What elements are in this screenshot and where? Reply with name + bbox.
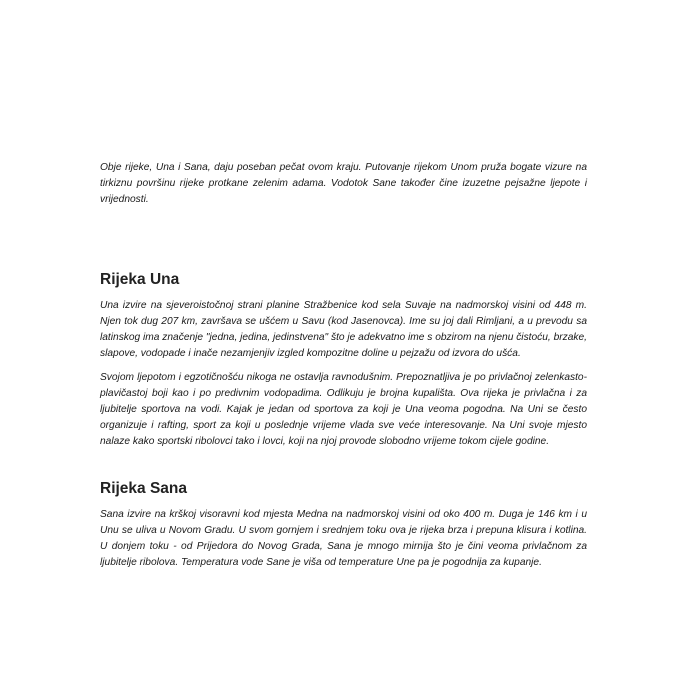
section-rijeka-sana xyxy=(100,480,587,571)
section-rijeka-una xyxy=(100,271,587,450)
sana-paragraph-1: Sana izvire na krškoj visoravni kod mjesta Medna na nadmorskoj visini od oko 400 m. Duga je 146 km i u Unu se uliva u Novom Gradu. U svom gornjem i srednjem toku ova je rijeka brza i prepuna klisura i kotlina. U donjem toku - od Prijedora do Novog Grada, Sana je mnogo mirnija što je čini veoma privlačnom za ljubitelje ribolova. Temperatura vode Sane je viša od temperature Une pa je pogodnija za kupanje. xyxy=(100,509,587,568)
intro-paragraph: Obje rijeke, Una i Sana, daju poseban pečat ovom kraju. Putovanje rijekom Unom pruža bogate vizure na tirkiznu površinu rijeke protkane zelenim adama. Vodotok Sane također čine izuzetne pejsažne ljepote i vrijednosti. xyxy=(100,162,587,205)
document-page xyxy=(100,160,587,579)
una-paragraph-2: Svojom ljepotom i egzotičnošću nikoga ne ostavlja ravnodušnim. Prepoznatljiva je po privlačnoj zelenkasto-plavičastoj boji kao i po predivnim vodopadima. Odlikuju je brojna kupališta. Ova rijeka je privlačna i za ljubitelje sportova na vodi. Kajak je jedan od sportova za koji je Una veoma pogodna. Na Uni se često organizuje i rafting, sport za koji u poslednje vrijeme vlada sve veće interesovanje. Na Uni svoje mjesto nalaze kako sportski ribolovci tako i lovci, koji na njoj provode slobodno vrijeme tokom cijele godine. xyxy=(100,372,587,447)
una-paragraph-1: Una izvire na sjeveroistočnoj strani planine Stražbenice kod sela Suvaje na nadmorskoj visini od 448 m. Njen tok dug 207 km, završava se ušćem u Savu (kod Jasenovca). Ime su joj dali Rimljani, a u prevodu sa latinskog ima značenje "jedna, jedina, jedinstvena" što je adekvatno ime s obzirom na njenu čistoću, brzake, slapove, vodopade i inače nezamjenjiv izgled kompozitne doline u pejzažu od izvora do ušća. xyxy=(100,300,587,359)
section-heading-sana: Rijeka Sana xyxy=(100,480,188,497)
section-heading-una: Rijeka Una xyxy=(100,271,180,288)
